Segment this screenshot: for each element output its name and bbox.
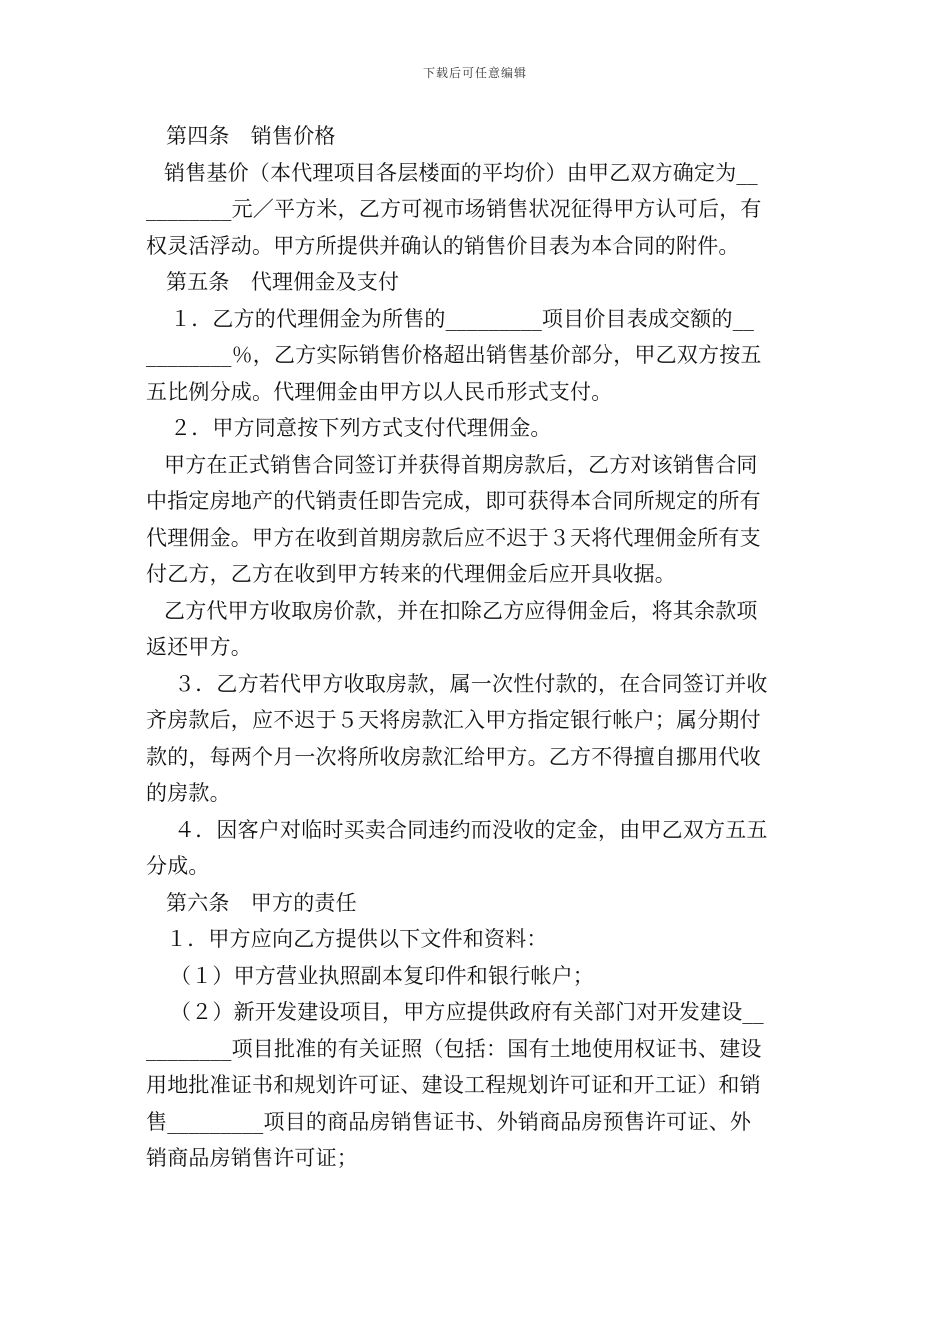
paragraph-line: 销商品房销售许可证；: [146, 1146, 358, 1170]
paragraph-line: 权灵活浮动。甲方所提供并确认的销售价目表为本合同的附件。: [146, 233, 740, 258]
paragraph-line: 付乙方，乙方在收到甲方转来的代理佣金后应开具收据。: [146, 562, 676, 586]
article-4-heading: 第四条 销售价格: [166, 124, 336, 148]
paragraph-line: 中指定房地产的代销责任即告完成，即可获得本合同所规定的所有: [146, 489, 761, 513]
paragraph-line: 甲方在正式销售合同签订并获得首期房款后，乙方对该销售合同: [164, 452, 758, 477]
paragraph-line: 的房款。: [146, 781, 231, 805]
paragraph-line: ４．因客户对临时买卖合同违约而没收的定金，由甲乙双方五五: [174, 817, 768, 842]
page-header: 下载后可任意编辑: [422, 66, 527, 80]
paragraph-line: ________元／平方米，乙方可视市场销售状况征得甲方认可后，有: [146, 197, 762, 221]
paragraph-line: １．甲方应向乙方提供以下文件和资料：: [166, 927, 548, 951]
paragraph-line: ２．甲方同意按下列方式支付代理佣金。: [170, 416, 552, 440]
paragraph-line: ________％，乙方实际销售价格超出销售基价部分，甲乙双方按五: [146, 343, 762, 367]
paragraph-line: ________项目批准的有关证照（包括：国有土地使用权证书、建设: [146, 1036, 762, 1061]
paragraph-line: １．乙方的代理佣金为所售的_________项目价目表成交额的__: [170, 306, 755, 331]
paragraph-line: 款的，每两个月一次将所收房款汇给甲方。乙方不得擅自挪用代收: [146, 744, 761, 769]
article-6-heading: 第六条 甲方的责任: [166, 890, 357, 915]
paragraph-line: 分成。: [146, 854, 210, 878]
paragraph-line: （１）甲方营业执照副本复印件和银行帐户；: [170, 963, 594, 988]
document-body: [146, 118, 810, 1177]
paragraph-line: 代理佣金。甲方在收到首期房款后应不迟于３天将代理佣金所有支: [146, 525, 761, 550]
paragraph-line: 乙方代甲方收取房价款，并在扣除乙方应得佣金后，将其余款项: [164, 598, 758, 623]
paragraph-line: 五比例分成。代理佣金由甲方以人民币形式支付。: [146, 379, 613, 404]
paragraph-line: 销售基价（本代理项目各层楼面的平均价）由甲乙双方确定为__: [164, 160, 758, 185]
paragraph-line: （２）新开发建设项目，甲方应提供政府有关部门对开发建设__: [170, 1000, 764, 1024]
paragraph-line: ３．乙方若代甲方收取房款，属一次性付款的，在合同签订并收: [174, 671, 768, 696]
paragraph-line: 齐房款后，应不迟于５天将房款汇入甲方指定银行帐户；属分期付: [146, 708, 761, 732]
paragraph-line: 售_________项目的商品房销售证书、外销商品房预售许可证、外: [146, 1109, 752, 1134]
paragraph-line: 返还甲方。: [146, 635, 252, 659]
paragraph-line: 用地批准证书和规划许可证、建设工程规划许可证和开工证）和销: [146, 1073, 761, 1097]
article-5-heading: 第五条 代理佣金及支付: [166, 270, 400, 294]
